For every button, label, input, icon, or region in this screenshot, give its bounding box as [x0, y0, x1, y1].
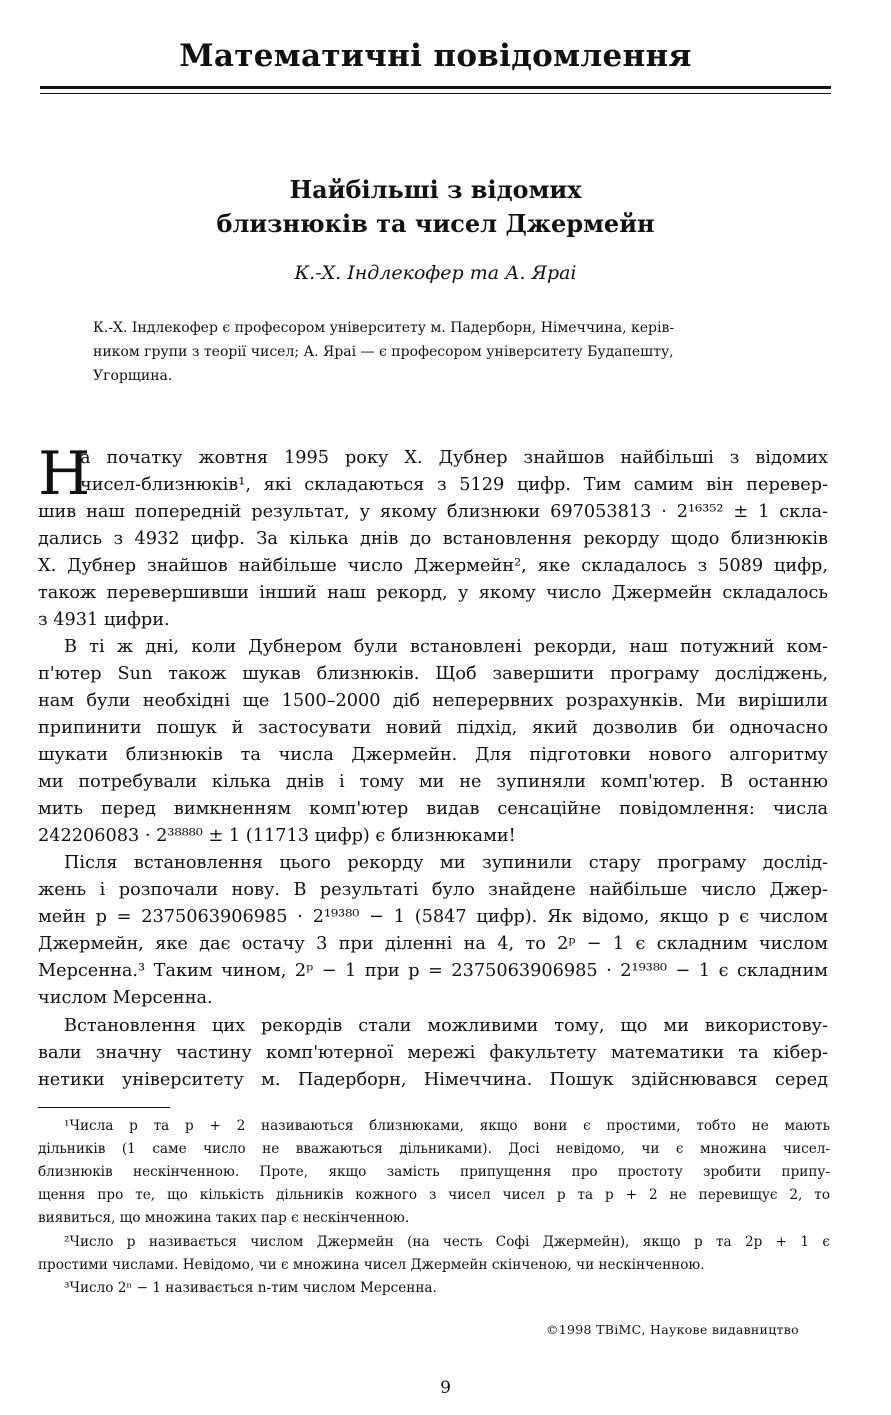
section-title: Математичні повідомлення [179, 38, 692, 74]
body-line: мейн p = 2375063906985 · 2¹⁹³⁸⁰ − 1 (5847 цифр). Як відомо, якщо p є числом [38, 907, 828, 927]
footnote-line: виявиться, що множина таких пар є нескінченною. [38, 1210, 410, 1226]
body-line: числом Мерсенна. [38, 988, 213, 1008]
footnote-line: ³Число 2ⁿ − 1 називається n-тим числом Мерсенна. [64, 1280, 437, 1296]
body-line: припинити пошук й застосувати новий підхід, який дозволив би одночасно [38, 718, 828, 738]
header-rule-thick [40, 86, 831, 89]
copyright-notice: ©1998 ТВіМС, Наукове видавництво [546, 1322, 799, 1337]
body-line: з 4931 цифри. [38, 610, 170, 630]
affiliation-line: Угорщина. [93, 368, 173, 384]
body-line: шукати близнюків та числа Джермейн. Для підготовки нового алгоритму [38, 745, 828, 765]
body-line: шив наш попередній результат, у якому близнюки 697053813 · 2¹⁶³⁵² ± 1 скла- [38, 502, 828, 522]
article-title-line-2: близнюків та чисел Джермейн [216, 209, 655, 238]
body-line: а початку жовтня 1995 року Х. Дубнер знайшов найбільші з відомих [80, 448, 828, 468]
affiliation-line: К.-Х. Індлекофер є професором університету м. Падерборн, Німеччина, керів- [93, 320, 675, 336]
body-line: Встановлення цих рекордів стали можливими тому, що ми використову- [64, 1016, 828, 1036]
body-line: В ті ж дні, коли Дубнером були встановлені рекорди, наш потужний ком- [64, 637, 828, 657]
article-title [40, 173, 831, 241]
footnote-line: ²Число p називається числом Джермейн (на честь Софі Джермейн), якщо p та 2p + 1 є [64, 1234, 830, 1250]
affiliation-line: ником групи з теорії чисел; А. Ярai — є професором університету Будапешту, [93, 344, 674, 360]
body-line: нетики університету м. Падерборн, Німеччина. Пошук здійснювався серед [38, 1070, 828, 1090]
body-line: 242206083 · 2³⁸⁸⁸⁰ ± 1 (11713 цифр) є близнюками! [38, 826, 516, 846]
body-line: чисел-близнюків¹, які складаються з 5129 цифр. Тим самим він перевер- [80, 475, 828, 495]
body-line: жень і розпочали нову. В результаті було знайдене найбільше число Джер- [38, 880, 828, 900]
body-line: Х. Дубнер знайшов найбільше число Джермейн², яке складалось з 5089 цифр, [38, 556, 828, 576]
body-line: Мерсенна.³ Таким чином, 2ᵖ − 1 при p = 2375063906985 · 2¹⁹³⁸⁰ − 1 є складним [38, 961, 828, 981]
footnote-rule [38, 1107, 170, 1108]
body-line: Після встановлення цього рекорду ми зупинили стару програму дослід- [64, 853, 828, 873]
body-line: також перевершивши інший наш рекорд, у якому число Джермейн складалось [38, 583, 828, 603]
body-line: мить перед вимкненням комп'ютер видав сенсаційне повідомлення: числа [38, 799, 828, 819]
footnote-line: близнюків нескінченною. Проте, якщо замість припущення про простоту зробити припу- [38, 1164, 830, 1180]
body-line: вали значну частину комп'ютерної мережі факультету математики та кібер- [38, 1043, 828, 1063]
body-line: п'ютер Sun також шукав близнюків. Щоб завершити програму досліджень, [38, 664, 828, 684]
body-line: нам були необхідні ще 1500–2000 діб неперервних розрахунків. Ми вирішили [38, 691, 828, 711]
footnote-line: простими числами. Невідомо, чи є множина чисел Джермейн скінченою, чи нескінченною. [38, 1257, 705, 1273]
drop-cap: Н [38, 439, 91, 509]
header-rule-thin [40, 93, 831, 94]
page-number: 9 [440, 1378, 451, 1398]
body-line: ми потребували кілька днів і тому ми не зупиняли комп'ютер. В останню [38, 772, 828, 792]
article-title-line-1: Найбільші з відомих [289, 175, 582, 204]
footnote-line: щення про те, що кількість дільників кожного з чисел чисел p та p + 2 не перевищує 2, то [38, 1187, 830, 1203]
body-line: Джермейн, яке дає остачу 3 при діленні на 4, то 2ᵖ − 1 є складним числом [38, 934, 828, 954]
article-authors: К.-Х. Індлекофер та А. Ярai [294, 262, 577, 284]
footnote-line: ¹Числа p та p + 2 називаються близнюками, якщо вони є простими, тобто не мають [64, 1118, 830, 1134]
footnote-line: дільників (1 саме число не вважаються дільниками). Досі невідомо, чи є множина чисел- [38, 1141, 830, 1157]
body-line: дались з 4932 цифр. За кілька днів до встановлення рекорду щодо близнюків [38, 529, 828, 549]
author-affiliation [93, 316, 793, 388]
